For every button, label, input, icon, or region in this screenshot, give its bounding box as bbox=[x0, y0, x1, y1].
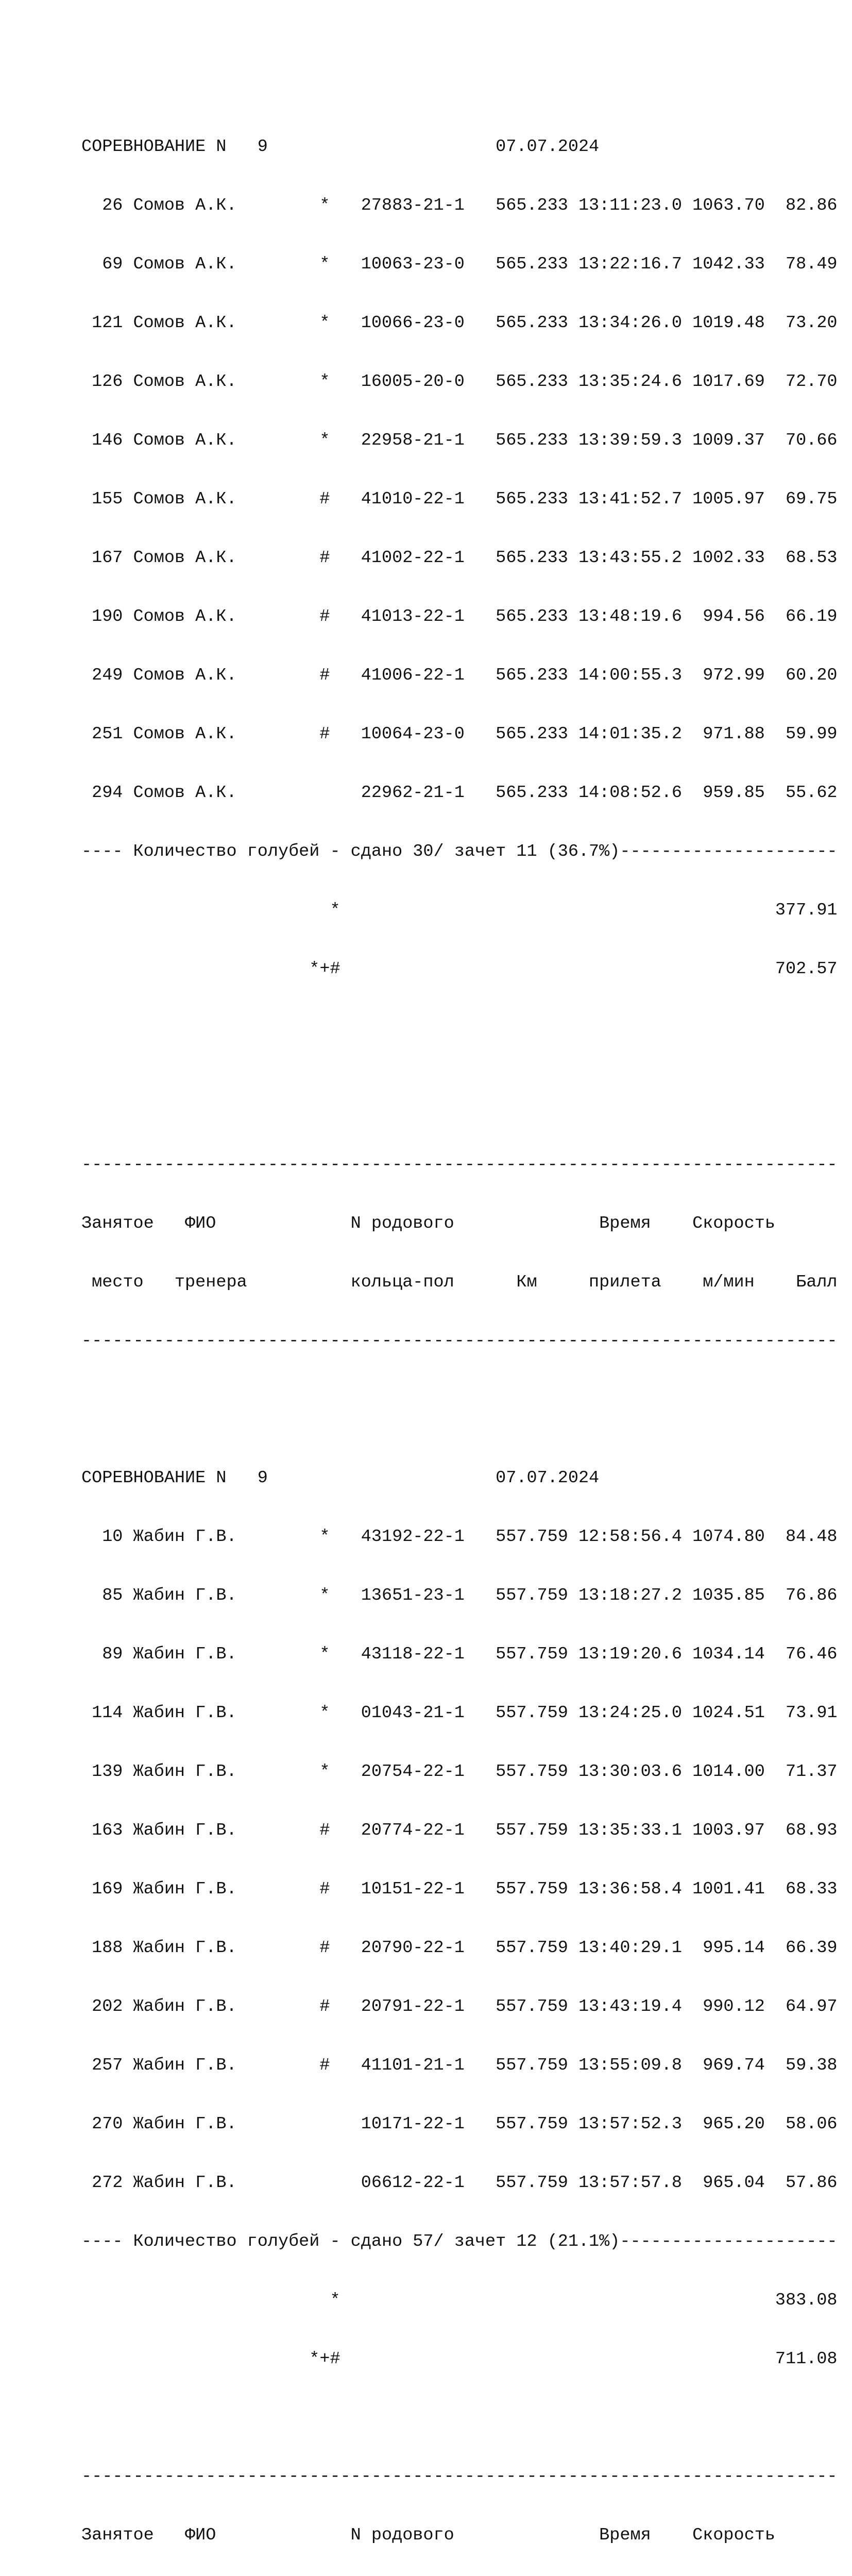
table-header-line-2: место тренера кольца-пол Км прилета м/мин Балл bbox=[81, 1273, 838, 1292]
result-row: 155 Сомов А.К. # 41010-22-1 565.233 13:41:52.7 1005.97 69.75 bbox=[81, 489, 838, 509]
result-row: 89 Жабин Г.В. * 43118-22-1 557.759 13:19:20.6 1034.14 76.46 bbox=[81, 1645, 838, 1664]
competition-title: СОРЕВНОВАНИЕ N 9 07.07.2024 bbox=[81, 137, 600, 157]
result-row: 163 Жабин Г.В. # 20774-22-1 557.759 13:35:33.1 1003.97 68.93 bbox=[81, 1821, 838, 1840]
result-row: 257 Жабин Г.В. # 41101-21-1 557.759 13:55:09.8 969.74 59.38 bbox=[81, 2056, 838, 2075]
result-row: 69 Сомов А.К. * 10063-23-0 565.233 13:22:16.7 1042.33 78.49 bbox=[81, 255, 838, 274]
divider: ------------------------------------------------------------------------- bbox=[81, 1155, 838, 1175]
total-star-plus-hash: *+# 702.57 bbox=[81, 959, 838, 979]
result-row: 26 Сомов А.К. * 27883-21-1 565.233 13:11:23.0 1063.70 82.86 bbox=[81, 196, 838, 215]
result-row: 188 Жабин Г.В. # 20790-22-1 557.759 13:40:29.1 995.14 66.39 bbox=[81, 1938, 838, 1958]
summary-line: ---- Количество голубей - сдано 30/ зачет 11 (36.7%)--------------------- bbox=[81, 842, 838, 861]
table-header-line-1: Занятое ФИО N родового Время Скорость bbox=[81, 1214, 775, 1233]
result-row: 270 Жабин Г.В. 10171-22-1 557.759 13:57:52.3 965.20 58.06 bbox=[81, 2114, 838, 2134]
table-header-line-1: Занятое ФИО N родового Время Скорость bbox=[81, 2526, 775, 2545]
result-row: 169 Жабин Г.В. # 10151-22-1 557.759 13:36:58.4 1001.41 68.33 bbox=[81, 1879, 838, 1899]
total-star: * 383.08 bbox=[81, 2291, 838, 2310]
result-row: 272 Жабин Г.В. 06612-22-1 557.759 13:57:57.8 965.04 57.86 bbox=[81, 2173, 838, 2193]
result-row: 139 Жабин Г.В. * 20754-22-1 557.759 13:30:03.6 1014.00 71.37 bbox=[81, 1762, 838, 1782]
result-row: 190 Сомов А.К. # 41013-22-1 565.233 13:48:19.6 994.56 66.19 bbox=[81, 607, 838, 626]
result-row: 202 Жабин Г.В. # 20791-22-1 557.759 13:43:19.4 990.12 64.97 bbox=[81, 1997, 838, 2016]
result-row: 294 Сомов А.К. 22962-21-1 565.233 14:08:52.6 959.85 55.62 bbox=[81, 783, 838, 803]
result-row: 251 Сомов А.К. # 10064-23-0 565.233 14:01:35.2 971.88 59.99 bbox=[81, 724, 838, 744]
result-row: 114 Жабин Г.В. * 01043-21-1 557.759 13:24:25.0 1024.51 73.91 bbox=[81, 1703, 838, 1723]
result-row: 85 Жабин Г.В. * 13651-23-1 557.759 13:18:27.2 1035.85 76.86 bbox=[81, 1586, 838, 1605]
result-row: 249 Сомов А.К. # 41006-22-1 565.233 14:00:55.3 972.99 60.20 bbox=[81, 666, 838, 685]
result-row: 167 Сомов А.К. # 41002-22-1 565.233 13:43:55.2 1002.33 68.53 bbox=[81, 548, 838, 568]
spacer bbox=[81, 1077, 833, 1096]
result-row: 121 Сомов А.К. * 10066-23-0 565.233 13:34:26.0 1019.48 73.20 bbox=[81, 313, 838, 333]
competition-title: СОРЕВНОВАНИЕ N 9 07.07.2024 bbox=[81, 1468, 600, 1488]
results-printout bbox=[81, 39, 838, 2576]
result-row: 10 Жабин Г.В. * 43192-22-1 557.759 12:58:56.4 1074.80 84.48 bbox=[81, 1527, 838, 1547]
competition-block-zhabin bbox=[81, 1429, 838, 2408]
result-row: 146 Сомов А.К. * 22958-21-1 565.233 13:39:59.3 1009.37 70.66 bbox=[81, 431, 838, 450]
result-row: 126 Сомов А.К. * 16005-20-0 565.233 13:35:24.6 1017.69 72.70 bbox=[81, 372, 838, 392]
total-star-plus-hash: *+# 711.08 bbox=[81, 2349, 838, 2369]
competition-block-somov bbox=[81, 98, 838, 1018]
divider: ------------------------------------------------------------------------- bbox=[81, 1331, 838, 1351]
summary-line: ---- Количество голубей - сдано 57/ зачет 12 (21.1%)--------------------- bbox=[81, 2232, 838, 2251]
total-star: * 377.91 bbox=[81, 901, 838, 920]
divider: ------------------------------------------------------------------------- bbox=[81, 2467, 838, 2486]
